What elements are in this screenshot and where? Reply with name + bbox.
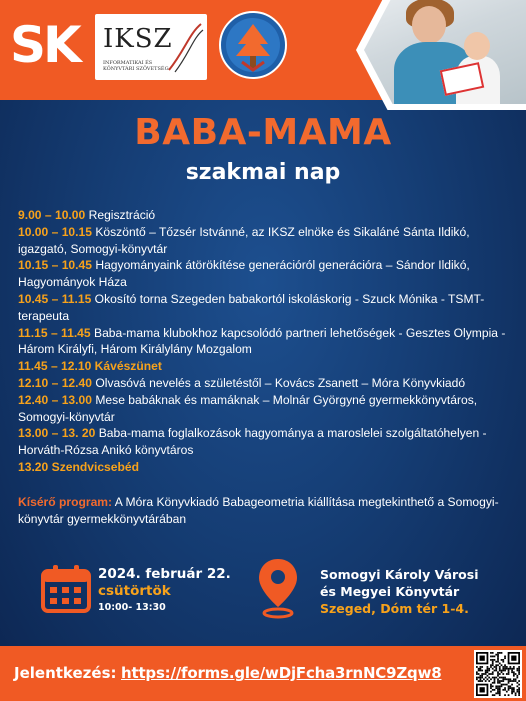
side-program-text: A Móra Könyvkiadó Babageometria kiállítása megtekinthető a Somogyi-könyvtár gyermekkönyvtárában <box>18 495 499 526</box>
venue-line-2: és Megyei Könyvtár <box>320 584 460 599</box>
venue-block <box>320 566 520 617</box>
program-text: Baba-mama foglalkozások hagyománya a maroslelei szolgáltatóhelyen - Horváth-Rózsa Anikó könyvtáros <box>18 426 487 458</box>
footer-bar <box>0 646 526 701</box>
program-time: 12.10 – 12.40 <box>18 375 92 390</box>
program-text: Köszöntő – Tőzsér Istvánné, az IKSZ elnöke és Sikaláné Sánta Ildikó, igazgató, Somogyi-könyvtár <box>18 224 470 256</box>
program-list <box>18 207 518 476</box>
qr-code-icon[interactable] <box>474 650 522 698</box>
program-text: Kávészünet <box>91 359 162 374</box>
side-program-label: Kísérő program: <box>18 495 113 509</box>
mother-and-child-reading-photo <box>364 0 526 104</box>
program-time: 10.00 – 10.15 <box>18 224 92 239</box>
iksz-logo <box>95 14 207 80</box>
event-subtitle: szakmai nap <box>185 160 341 185</box>
location-pin-icon <box>256 557 300 619</box>
iksz-logo-subtitle: INFORMATIKAI ÉS KÖNYVTÁRI SZÖVETSÉG <box>103 60 169 72</box>
program-time: 13.20 <box>18 459 49 474</box>
event-hours: 10:00- 13:30 <box>98 602 166 613</box>
program-item <box>18 257 518 291</box>
event-weekday: csütörtök <box>98 583 171 599</box>
program-time: 10.45 – 11.15 <box>18 291 92 306</box>
venue-line-1: Somogyi Károly Városi <box>320 567 479 582</box>
registration-link[interactable]: https://forms.gle/wDjFcha3rnNC9Zqw8 <box>121 664 442 682</box>
program-item <box>18 224 518 258</box>
iksz-swoosh-icon <box>165 20 205 76</box>
program-text: Szendvicsebéd <box>48 459 140 474</box>
program-text: Mese babáknak és mamáknak – Molnár Györgyné gyermekkönyvtáros, Somogyi-könyvtár <box>18 392 478 424</box>
header-bar <box>0 0 526 100</box>
program-time: 10.15 – 10.45 <box>18 258 92 273</box>
program-item <box>18 291 518 325</box>
program-text: Baba-mama klubokhoz kapcsolódó partneri lehetőségek - Gesztes Olympia - Három Királyfi, Három Királylány Mozgalom <box>18 325 506 357</box>
program-time: 13.00 – 13. 20 <box>18 426 96 441</box>
sk-logo: SK <box>10 16 79 74</box>
program-item <box>18 358 518 375</box>
program-text: Okosító torna Szegeden babakortól iskoláskorig - Szuck Mónika - TSMT-terapeuta <box>18 291 485 323</box>
event-date: 2024. február 22. <box>98 566 231 582</box>
tree-emblem-icon <box>218 10 288 80</box>
iksz-logo-text: IKSZ <box>103 24 173 54</box>
program-time: 12.40 – 13.00 <box>18 392 92 407</box>
calendar-icon <box>40 563 92 615</box>
program-text: Olvasóvá nevelés a születéstől – Kovács Zsanett – Móra Könyvkiadó <box>91 375 466 390</box>
program-time: 11.15 – 11.45 <box>18 325 91 340</box>
date-block <box>98 566 248 616</box>
program-text: Regisztráció <box>85 208 156 222</box>
program-time: 9.00 – 10.00 <box>18 208 86 222</box>
program-item <box>18 207 518 224</box>
program-item <box>18 392 518 426</box>
program-time: 11.45 – 12.10 <box>18 359 92 374</box>
program-item <box>18 425 518 459</box>
side-program <box>18 494 518 528</box>
program-item <box>18 325 518 359</box>
program-item <box>18 375 518 392</box>
registration-label: Jelentkezés: <box>14 664 117 682</box>
program-item <box>18 459 518 476</box>
program-text: Hagyományaink átörökítése generációról generációra – Sándor Ildikó, Hagyományok Háza <box>18 258 470 290</box>
venue-address: Szeged, Dóm tér 1-4. <box>320 601 469 616</box>
event-title: BABA-MAMA <box>134 112 392 153</box>
